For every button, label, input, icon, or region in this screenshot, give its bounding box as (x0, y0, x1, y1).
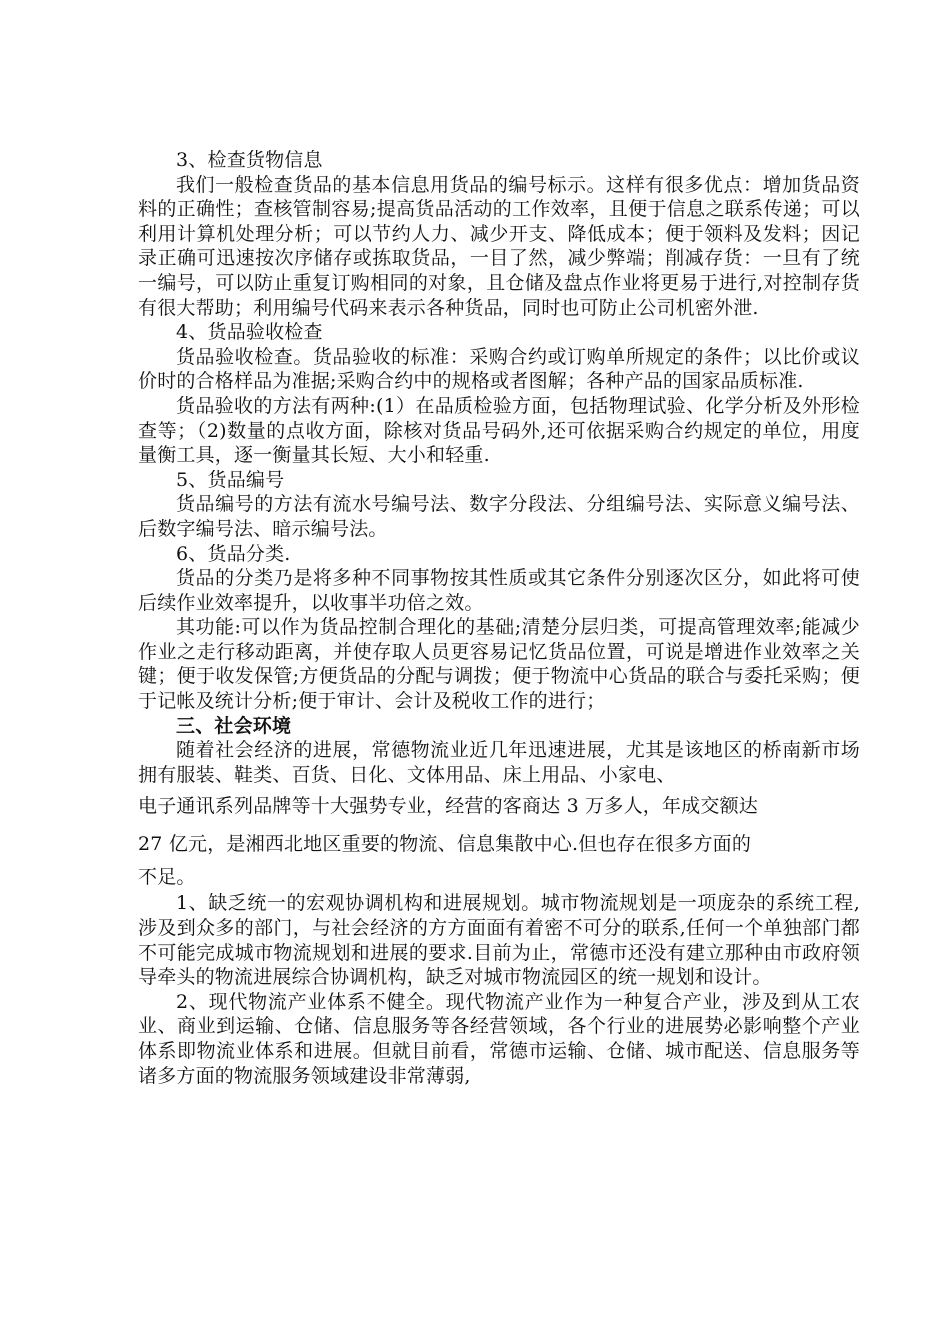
paragraph: 其功能:可以作为货品控制合理化的基础;清楚分层归类，可提高管理效率;能减少作业之走行移动距离，并使存取人员更容易记忆货品位置，可说是增进作业效率之关键；便于收发保管;方便货品的分配与调拨；便于物流中心货品的联合与委托采购；便于记帐及统计分析;便于审计、会计及税收工作的进行； (138, 616, 860, 713)
heading-goods-inspection: 4、货品验收检查 (176, 321, 323, 344)
heading-check-goods-info: 3、检查货物信息 (176, 149, 323, 171)
paragraph-line: 27 亿元，是湘西北地区重要的物流、信息集散中心.但也存在很多方面的 (138, 833, 752, 856)
paragraph: 货品编号的方法有流水号编号法、数字分段法、分组编号法、实际意义编号法、后数字编号法、暗示编号法。 (138, 493, 860, 540)
paragraph: 我们一般检查货品的基本信息用货品的编号标示。这样有很多优点：增加货品资料的正确性；查核管制容易;提高货品活动的工作效率，且便于信息之联系传递；可以利用计算机处理分析；可以节约人力、减少开支、降低成本；便于领料及发料；因记录正确可迅速按次序储存或拣取货品，一目了然，减少弊端；削减存货：一旦有了统一编号，可以防止重复订购相同的对象，且仓储及盘点作业将更易于进行,对控制存货有很大帮助；利用编号代码来表示各种货品，同时也可防止公司机密外泄. (138, 173, 860, 319)
document-body (138, 148, 860, 1088)
heading-goods-classification: 6、货品分类. (176, 542, 291, 565)
paragraph: 2、现代物流产业体系不健全。现代物流产业作为一种复合产业，涉及到从工农业、商业到运输、仓储、信息服务等各经营领域，各个行业的进展势必影响整个产业体系即物流业体系和进展。但就目前看，常德市运输、仓储、城市配送、信息服务等诸多方面的物流服务领域建设非常薄弱, (138, 990, 860, 1087)
paragraph: 货品验收检查。货品验收的标准：采购合约或订购单所规定的条件；以比价或议价时的合格样品为准据;采购合约中的规格或者图解；各种产品的国家品质标准. (138, 345, 860, 393)
paragraph: 1、缺乏统一的宏观协调机构和进展规划。城市物流规划是一项庞杂的系统工程,涉及到众多的部门，与社会经济的方方面面有着密不可分的联系,任何一个单独部门都不可能完成城市物流规划和进展的要求.目前为止，常德市还没有建立那种由市政府领导牵头的物流进展综合协调机构，缺乏对城市物流园区的统一规划和设计。 (138, 892, 860, 989)
paragraph-line: 电子通讯系列品牌等十大强势专业，经营的客商达 3 万多人，年成交额达 (138, 795, 758, 818)
paragraph: 货品的分类乃是将多种不同事物按其性质或其它条件分别逐次区分，如此将可使后续作业效率提升，以收事半功倍之效。 (138, 567, 860, 614)
section-heading-social-environment: 三、社会环境 (176, 714, 292, 737)
spaced-lines (138, 787, 860, 891)
heading-goods-numbering: 5、货品编号 (176, 468, 285, 491)
paragraph: 随着社会经济的进展，常德物流业近几年迅速进展，尤其是该地区的桥南新市场拥有服装、鞋类、百货、日化、文体用品、床上用品、小家电、 (138, 739, 860, 786)
paragraph: 货品验收的方法有两种:(1）在品质检验方面，包括物理试验、化学分析及外形检查等；（2)数量的点收方面，除核对货品号码外,还可依据采购合约规定的单位，用度量衡工具，逐一衡量其长短、大小和轻重. (138, 394, 860, 467)
paragraph-line: 不足。 (138, 866, 196, 889)
